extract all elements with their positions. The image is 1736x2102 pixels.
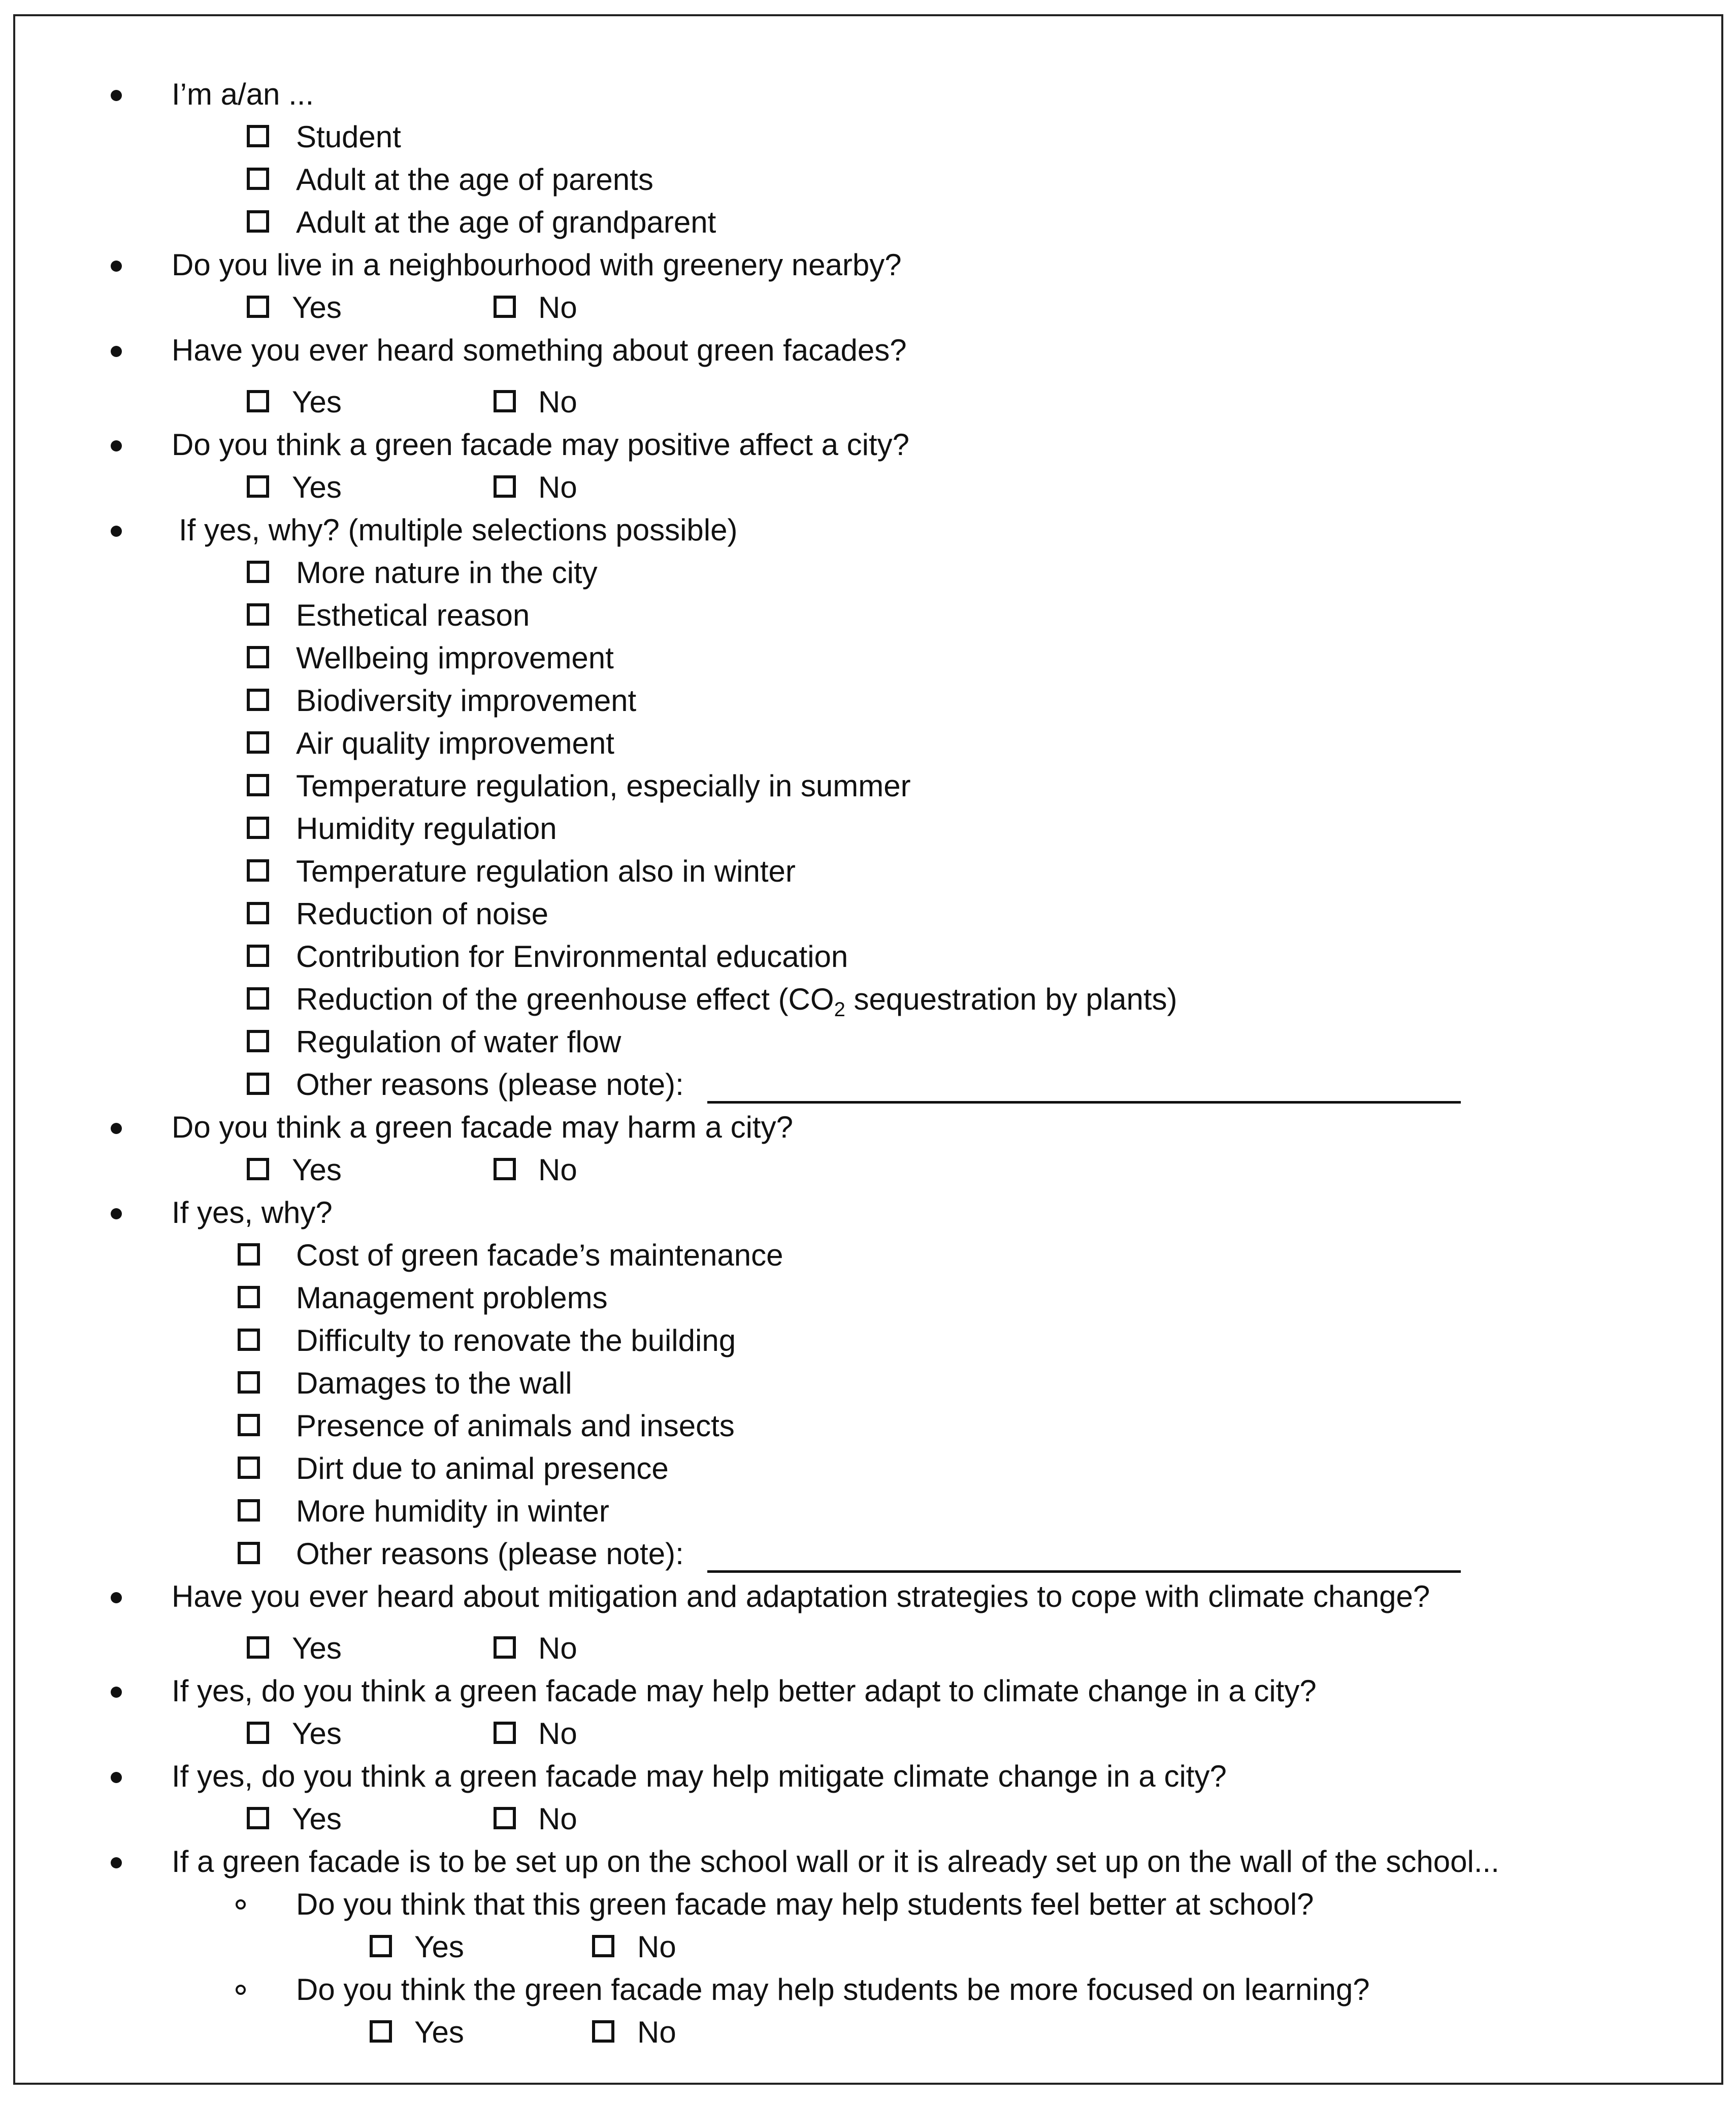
option-label: Humidity regulation — [296, 812, 557, 846]
checkbox[interactable] — [247, 731, 269, 754]
option-harm-reason[interactable] — [15, 1405, 1721, 1447]
circle-bullet — [236, 1985, 246, 1995]
option-label: Contribution for Environmental education — [296, 940, 848, 974]
checkbox[interactable] — [247, 125, 269, 147]
yes-checkbox[interactable] — [247, 1158, 269, 1180]
question-text: I’m a/an ... — [172, 77, 314, 111]
bullet — [111, 1592, 122, 1603]
yes-label: Yes — [292, 1717, 342, 1751]
sub-question-text: Do you think the green facade may help students be more focused on learning? — [296, 1972, 1370, 2007]
checkbox[interactable] — [247, 1073, 269, 1095]
questionnaire — [15, 73, 1721, 2054]
no-label: No — [538, 1631, 577, 1665]
yes-no-row — [15, 2011, 1721, 2054]
option-harm-reason[interactable] — [15, 1490, 1721, 1533]
question-greenery — [15, 244, 1721, 286]
question-adapt — [15, 1670, 1721, 1712]
option-harm-reason[interactable] — [15, 1234, 1721, 1277]
yes-checkbox[interactable] — [247, 1636, 269, 1659]
question-text: Do you think a green facade may harm a city? — [172, 1110, 793, 1144]
bullet — [111, 1857, 122, 1868]
option-label: Presence of animals and insects — [296, 1409, 735, 1443]
sub-question-focused — [15, 1968, 1721, 2011]
option-positive-reason[interactable] — [15, 765, 1721, 807]
checkbox[interactable] — [247, 945, 269, 967]
checkbox[interactable] — [247, 210, 269, 233]
checkbox[interactable] — [247, 774, 269, 796]
checkbox[interactable] — [247, 987, 269, 1010]
option-positive-reason[interactable] — [15, 594, 1721, 637]
no-label: No — [538, 470, 577, 504]
option-label: Biodiversity improvement — [296, 684, 637, 718]
question-text: If yes, do you think a green facade may help better adapt to climate change in a city? — [172, 1674, 1317, 1708]
question-text: Do you live in a neighbourhood with greenery nearby? — [172, 248, 902, 282]
bullet — [111, 261, 122, 272]
option-label: Dirt due to animal presence — [296, 1451, 669, 1485]
yes-label: Yes — [292, 470, 342, 504]
yes-no-row — [15, 1627, 1721, 1670]
option-label: Esthetical reason — [296, 598, 530, 632]
yes-no-row — [15, 1712, 1721, 1755]
option-adult-grandparent[interactable] — [15, 201, 1721, 244]
option-label: Difficulty to renovate the building — [296, 1323, 736, 1357]
yes-no-row — [15, 466, 1721, 509]
bullet — [111, 440, 122, 451]
no-checkbox[interactable] — [494, 1158, 516, 1180]
option-harm-reason[interactable] — [15, 1319, 1721, 1362]
no-label: No — [538, 1802, 577, 1836]
yes-label: Yes — [414, 1930, 464, 1964]
option-label: More nature in the city — [296, 556, 598, 590]
yes-label: Yes — [292, 385, 342, 419]
question-harm-city — [15, 1106, 1721, 1149]
option-positive-reason[interactable] — [15, 893, 1721, 935]
question-mitigate — [15, 1755, 1721, 1798]
question-text: If yes, why? (multiple selections possible) — [179, 513, 738, 547]
option-label: Regulation of water flow — [296, 1025, 621, 1059]
option-label: Adult at the age of parents — [296, 163, 653, 197]
option-greenhouse[interactable] — [15, 978, 1721, 1021]
no-label: No — [538, 1153, 577, 1187]
no-checkbox[interactable] — [592, 2020, 614, 2043]
no-label: No — [637, 1930, 676, 1964]
question-text: If a green facade is to be set up on the school wall or it is already set up on the wall of the school... — [172, 1845, 1499, 1879]
option-label: Temperature regulation also in winter — [296, 854, 796, 888]
sub-question-text: Do you think that this green facade may help students feel better at school? — [296, 1887, 1314, 1921]
option-label: Reduction of noise — [296, 897, 548, 931]
yes-label: Yes — [292, 1802, 342, 1836]
option-positive-reason[interactable] — [15, 552, 1721, 594]
question-positive-reasons — [15, 509, 1721, 552]
yes-checkbox[interactable] — [247, 475, 269, 498]
circle-bullet — [236, 1899, 246, 1910]
bullet — [111, 1208, 122, 1219]
no-checkbox[interactable] — [494, 475, 516, 498]
yes-no-row — [15, 1926, 1721, 1968]
option-harm-reason[interactable] — [15, 1277, 1721, 1319]
checkbox[interactable] — [247, 859, 269, 882]
option-label: Damages to the wall — [296, 1366, 572, 1400]
no-label: No — [538, 290, 577, 325]
bullet — [111, 1772, 122, 1783]
yes-label: Yes — [292, 290, 342, 325]
no-checkbox[interactable] — [494, 1722, 516, 1744]
option-positive-reason[interactable] — [15, 722, 1721, 765]
option-label: Management problems — [296, 1281, 608, 1315]
checkbox[interactable] — [247, 168, 269, 190]
question-harm-reasons — [15, 1191, 1721, 1234]
bullet — [111, 90, 122, 101]
checkbox[interactable] — [247, 646, 269, 668]
yes-no-row — [15, 381, 1721, 424]
bullet — [111, 1123, 122, 1134]
question-text: If yes, why? — [172, 1195, 333, 1230]
option-label: Temperature regulation, especially in summer — [296, 769, 911, 803]
yes-no-row — [15, 1149, 1721, 1191]
no-label: No — [538, 385, 577, 419]
question-text: Have you ever heard something about green facades? — [172, 333, 907, 367]
other-reasons-input[interactable] — [707, 1101, 1461, 1104]
question-heard-green-facades — [15, 329, 1721, 372]
option-positive-reason[interactable] — [15, 850, 1721, 893]
no-checkbox[interactable] — [592, 1935, 614, 1957]
checkbox[interactable] — [238, 1457, 260, 1479]
option-student[interactable] — [15, 116, 1721, 158]
yes-label: Yes — [414, 2015, 464, 2049]
checkbox[interactable] — [238, 1371, 260, 1394]
option-label: More humidity in winter — [296, 1494, 609, 1528]
yes-no-row — [15, 286, 1721, 329]
yes-label: Yes — [292, 1153, 342, 1187]
bullet — [111, 526, 122, 537]
yes-checkbox[interactable] — [247, 296, 269, 318]
option-positive-reason[interactable] — [15, 680, 1721, 722]
yes-checkbox[interactable] — [247, 1807, 269, 1829]
option-label: Cost of green facade’s maintenance — [296, 1238, 783, 1272]
question-positive-affect — [15, 424, 1721, 466]
no-checkbox[interactable] — [494, 296, 516, 318]
option-label: Wellbeing improvement — [296, 641, 614, 675]
yes-checkbox[interactable] — [247, 390, 269, 412]
checkbox[interactable] — [247, 603, 269, 626]
checkbox[interactable] — [238, 1329, 260, 1351]
checkbox[interactable] — [247, 561, 269, 583]
checkbox[interactable] — [247, 689, 269, 711]
question-text: If yes, do you think a green facade may help mitigate climate change in a city? — [172, 1759, 1227, 1793]
questionnaire-frame — [13, 14, 1723, 2085]
checkbox[interactable] — [238, 1414, 260, 1436]
checkbox[interactable] — [238, 1499, 260, 1522]
checkbox[interactable] — [238, 1286, 260, 1308]
no-label: No — [637, 2015, 676, 2049]
option-label: Other reasons (please note): — [296, 1068, 684, 1102]
question-school-facade — [15, 1840, 1721, 1883]
sub-question-feel-better — [15, 1883, 1721, 1926]
no-checkbox[interactable] — [494, 390, 516, 412]
option-positive-reason[interactable] — [15, 935, 1721, 978]
yes-checkbox[interactable] — [370, 2020, 392, 2043]
option-harm-reason[interactable] — [15, 1362, 1721, 1405]
option-label: Other reasons (please note): — [296, 1537, 684, 1571]
checkbox[interactable] — [247, 902, 269, 924]
option-adult-parents[interactable] — [15, 158, 1721, 201]
question-mitigation-adaptation — [15, 1575, 1721, 1618]
checkbox[interactable] — [238, 1542, 260, 1564]
option-other-reasons[interactable] — [15, 1063, 1721, 1106]
option-other-reasons[interactable] — [15, 1533, 1721, 1575]
option-label: Reduction of the greenhouse effect ($CO_2$ sequestration by plants) — [296, 982, 1177, 1021]
checkbox[interactable] — [247, 817, 269, 839]
bullet — [111, 346, 122, 357]
question-text: Have you ever heard about mitigation and adaptation strategies to cope with climate change? — [172, 1579, 1430, 1613]
yes-checkbox[interactable] — [370, 1935, 392, 1957]
option-positive-reason[interactable] — [15, 1021, 1721, 1063]
question-text: Do you think a green facade may positive affect a city? — [172, 428, 910, 462]
option-label: Adult at the age of grandparent — [296, 205, 716, 239]
option-positive-reason[interactable] — [15, 637, 1721, 680]
yes-checkbox[interactable] — [247, 1722, 269, 1744]
option-label: Air quality improvement — [296, 726, 614, 760]
yes-label: Yes — [292, 1631, 342, 1665]
question-role — [15, 73, 1721, 116]
checkbox[interactable] — [247, 1030, 269, 1052]
bullet — [111, 1687, 122, 1698]
other-reasons-input[interactable] — [707, 1570, 1461, 1573]
option-harm-reason[interactable] — [15, 1447, 1721, 1490]
checkbox[interactable] — [238, 1243, 260, 1266]
yes-no-row — [15, 1798, 1721, 1840]
option-label: Student — [296, 120, 401, 154]
no-checkbox[interactable] — [494, 1636, 516, 1659]
no-label: No — [538, 1717, 577, 1751]
option-positive-reason[interactable] — [15, 807, 1721, 850]
no-checkbox[interactable] — [494, 1807, 516, 1829]
